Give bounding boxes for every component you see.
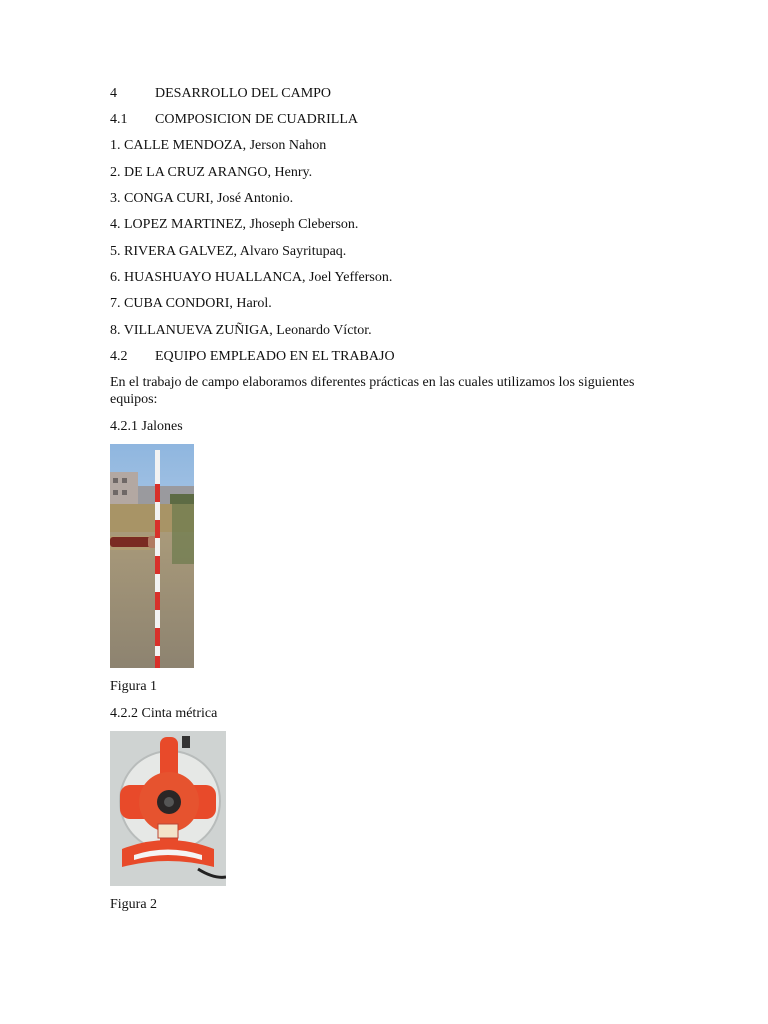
heading-desarrollo	[110, 85, 331, 102]
figure-1-caption: Figura 1	[110, 679, 158, 694]
heading-number: 4	[110, 86, 117, 101]
subheading-cinta: 4.2.2 Cinta métrica	[110, 706, 218, 721]
heading-number: 4.2	[110, 349, 128, 364]
member-item: 2. DE LA CRUZ ARANGO, Henry.	[110, 165, 313, 180]
heading-number: 4.1	[110, 112, 128, 127]
figure-2-caption: Figura 2	[110, 897, 158, 912]
member-item: 5. RIVERA GALVEZ, Alvaro Sayritupaq.	[110, 244, 347, 259]
figure-2-measuring-tape-photo	[110, 731, 226, 886]
heading-title: DESARROLLO DEL CAMPO	[155, 86, 332, 101]
intro-paragraph: En el trabajo de campo elaboramos diferentes prácticas en las cuales utilizamos los siguientes equipos:	[110, 375, 635, 407]
heading-composicion	[110, 111, 358, 128]
member-item: 1. CALLE MENDOZA, Jerson Nahon	[110, 138, 327, 153]
member-item: 8. VILLANUEVA ZUÑIGA, Leonardo Víctor.	[110, 323, 372, 338]
member-item: 3. CONGA CURI, José Antonio.	[110, 191, 294, 206]
heading-title: COMPOSICION DE CUADRILLA	[155, 112, 359, 127]
subheading-jalones: 4.2.1 Jalones	[110, 419, 183, 434]
member-item: 7. CUBA CONDORI, Harol.	[110, 296, 272, 311]
heading-title: EQUIPO EMPLEADO EN EL TRABAJO	[155, 349, 395, 364]
member-item: 4. LOPEZ MARTINEZ, Jhoseph Cleberson.	[110, 217, 359, 232]
heading-equipo	[110, 348, 395, 365]
member-item: 6. HUASHUAYO HUALLANCA, Joel Yefferson.	[110, 270, 393, 285]
figure-1-jalon-photo	[110, 444, 194, 668]
